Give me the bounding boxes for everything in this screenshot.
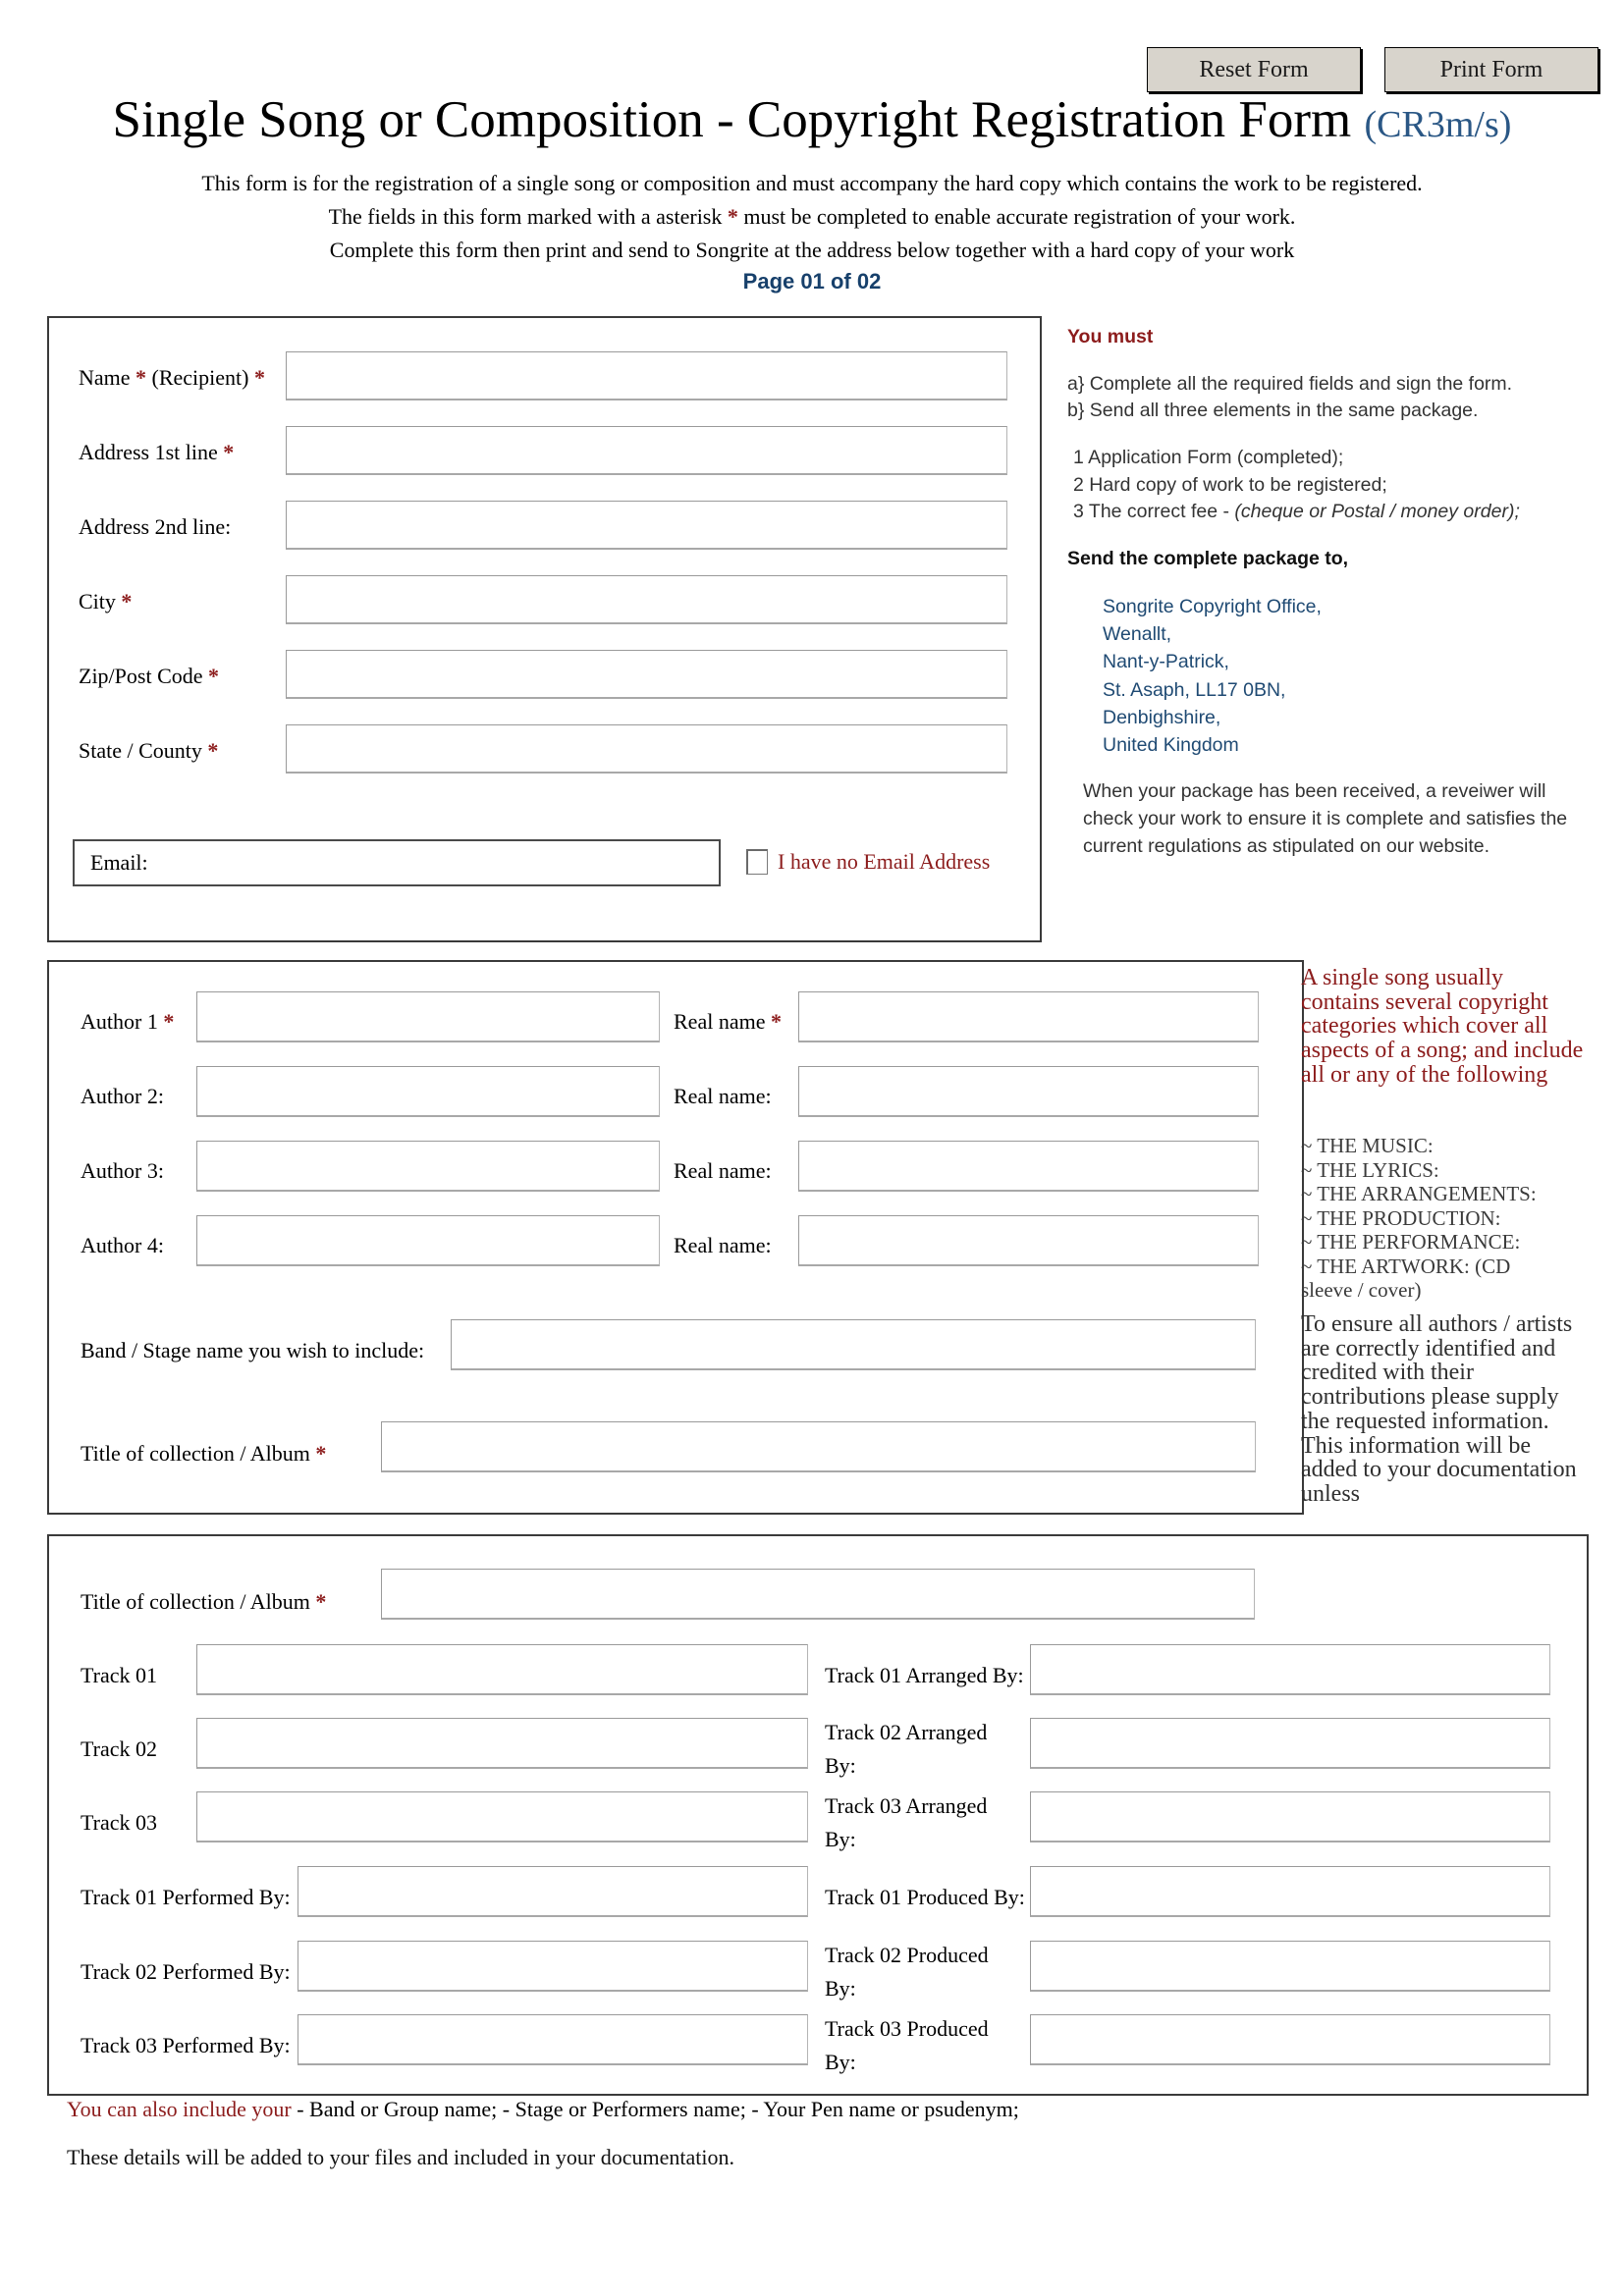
label-state-county (79, 738, 218, 764)
email-field-wrapper[interactable] (73, 839, 721, 886)
label-city-text: City (79, 589, 116, 614)
real-name-2-input[interactable] (798, 1066, 1259, 1117)
label-track-02-arranged-by: Track 02 Arranged By: (825, 1720, 988, 1779)
instructions-item-a: a} Complete all the required fields and sign the form. (1067, 372, 1513, 395)
real-name-1-input[interactable] (798, 991, 1259, 1042)
track-01-input[interactable] (196, 1644, 808, 1695)
label-address-line-1-text: Address 1st line (79, 440, 218, 464)
label-real-name-4: Real name: (674, 1233, 772, 1257)
author-1-input[interactable] (196, 991, 660, 1042)
instructions-item-1: 1 Application Form (completed); (1073, 447, 1344, 469)
required-asterisk-icon: * (135, 365, 147, 390)
reset-form-button[interactable]: Reset Form (1147, 47, 1361, 92)
required-asterisk-icon: * (207, 738, 219, 763)
label-track-02: Track 02 (81, 1736, 158, 1761)
no-email-checkbox[interactable] (746, 849, 768, 875)
print-form-button[interactable]: Print Form (1384, 47, 1598, 92)
spacer (1067, 759, 1583, 778)
track-01-arranged-by-input[interactable] (1030, 1644, 1550, 1695)
asterisk-icon: * (727, 204, 738, 230)
page-title (0, 93, 1624, 148)
intro-line-3: Complete this form then print and send to Songrite at the address below together with a hard copy of your work (329, 238, 1295, 263)
instructions-item-3-emphasis: (cheque or Postal / money order); (1234, 501, 1520, 523)
required-asterisk-icon: * (121, 589, 133, 614)
label-collection-title-tracks-text: Title of collection / Album (81, 1589, 310, 1614)
instructions-heading: You must (1067, 326, 1154, 347)
address-line: United Kingdom (1103, 734, 1239, 757)
label-track-03-arranged-by: Track 03 Arranged By: (825, 1793, 988, 1852)
spacer (1067, 351, 1583, 371)
footer-note-1-rest: - Band or Group name; - Stage or Performers name; - Your Pen name or psudenym; (297, 2097, 1019, 2121)
label-author-1 (81, 1009, 174, 1035)
label-city (79, 589, 132, 614)
label-address-line-2 (79, 514, 231, 540)
real-name-4-input[interactable] (798, 1215, 1259, 1266)
copyright-categories-list (1301, 1134, 1586, 1303)
label-track-02-performed-by: Track 02 Performed By: (81, 1959, 291, 1984)
label-track-01-arranged-by: Track 01 Arranged By: (825, 1663, 1024, 1687)
address-line-1-input[interactable] (286, 426, 1007, 475)
intro-line-2a: The fields in this form marked with a asterisk (328, 204, 723, 230)
label-track-01-performed-by: Track 01 Performed By: (81, 1885, 291, 1909)
category-item: ~ THE ARTWORK: (CD (1301, 1254, 1511, 1278)
label-zip-post-code-text: Zip/Post Code (79, 664, 203, 688)
band-stage-name-input[interactable] (451, 1319, 1256, 1370)
form-intro (0, 167, 1624, 267)
label-real-name-1 (674, 1009, 782, 1035)
label-real-name-3: Real name: (674, 1158, 772, 1183)
instructions-item-3-text: 3 The correct fee - (1073, 501, 1235, 523)
collection-title-tracks-input[interactable] (381, 1569, 1255, 1620)
track-02-produced-by-input[interactable] (1030, 1941, 1550, 1992)
track-03-produced-by-input[interactable] (1030, 2014, 1550, 2065)
label-track-02-produced-by: Track 02 Produced By: (825, 1943, 989, 2002)
category-item: sleeve / cover) (1301, 1278, 1422, 1303)
label-address-line-2-text: Address 2nd line: (79, 514, 232, 539)
address-line: Wenallt, (1103, 623, 1172, 646)
label-track-03-performed-by: Track 03 Performed By: (81, 2033, 291, 2057)
footer-note-2: These details will be added to your files and included in your documentation. (67, 2145, 734, 2169)
label-track-01: Track 01 (81, 1663, 158, 1687)
label-collection-title-authors-text: Title of collection / Album (81, 1441, 310, 1466)
address-line: Nant-y-Patrick, (1103, 651, 1229, 673)
label-author-2: Author 2: (81, 1084, 164, 1108)
send-package-heading: Send the complete package to, (1067, 548, 1349, 570)
required-asterisk-icon: * (223, 440, 235, 464)
author-4-input[interactable] (196, 1215, 660, 1266)
instructions-item-2: 2 Hard copy of work to be registered; (1073, 473, 1387, 496)
address-line: St. Asaph, LL17 0BN, (1103, 678, 1286, 701)
footer-note-1 (67, 2097, 1019, 2122)
label-name (79, 365, 265, 391)
category-item: ~ THE ARRANGEMENTS: (1301, 1182, 1537, 1206)
intro-line-2b: must be completed to enable accurate registration of your work. (743, 204, 1296, 230)
collection-title-authors-input[interactable] (381, 1421, 1256, 1472)
address-line: Denbighshire, (1103, 706, 1221, 728)
footer-note-1-lead: You can also include your (67, 2097, 292, 2121)
label-email: Email: (90, 850, 148, 875)
label-author-1-text: Author 1 (81, 1009, 158, 1034)
label-zip-post-code (79, 664, 219, 689)
required-asterisk-icon: * (254, 365, 265, 390)
city-input[interactable] (286, 575, 1007, 624)
form-action-bar (0, 47, 1624, 92)
email-input[interactable] (154, 840, 719, 885)
required-asterisk-icon: * (315, 1441, 327, 1466)
label-real-name-1-text: Real name (674, 1009, 766, 1034)
label-collection-title-authors (81, 1441, 326, 1467)
label-state-county-text: State / County (79, 738, 202, 763)
category-item: ~ THE PERFORMANCE: (1301, 1230, 1521, 1255)
label-real-name-2: Real name: (674, 1084, 772, 1108)
intro-line-1: This form is for the registration of a single song or composition and must accompany the hard copy which contains the work to be registered. (201, 171, 1423, 195)
required-asterisk-icon: * (770, 1009, 782, 1034)
track-02-input[interactable] (196, 1718, 808, 1769)
label-band-stage-name: Band / Stage name you wish to include: (81, 1338, 425, 1362)
track-03-input[interactable] (196, 1791, 808, 1842)
authors-credit-note: To ensure all authors / artists are correctly identified and credited with their contributions please supply the requested information. This information will be added to your documentation unless (1301, 1311, 1577, 1508)
label-track-03: Track 03 (81, 1810, 158, 1835)
intro-line-2 (0, 200, 1624, 234)
required-asterisk-icon: * (208, 664, 220, 688)
required-asterisk-icon: * (315, 1589, 327, 1614)
zip-post-code-input[interactable] (286, 650, 1007, 699)
label-name-text: Name (79, 365, 131, 390)
track-03-arranged-by-input[interactable] (1030, 1791, 1550, 1842)
track-02-arranged-by-input[interactable] (1030, 1718, 1550, 1769)
page-title-text: Single Song or Composition - Copyright Registration Form (112, 91, 1352, 148)
label-address-line-1 (79, 440, 234, 465)
address-line: Songrite Copyright Office, (1103, 595, 1322, 617)
track-03-performed-by-input[interactable] (298, 2014, 808, 2065)
name-input[interactable] (286, 351, 1007, 400)
instructions-item-3 (1073, 499, 1583, 526)
spacer (1067, 573, 1583, 593)
label-track-03-produced-by: Track 03 Produced By: (825, 2016, 989, 2075)
category-item: ~ THE PRODUCTION: (1301, 1205, 1501, 1230)
label-collection-title-tracks (81, 1589, 326, 1615)
track-01-produced-by-input[interactable] (1030, 1866, 1550, 1917)
no-email-label: I have no Email Address (778, 849, 991, 874)
author-3-input[interactable] (196, 1141, 660, 1192)
real-name-3-input[interactable] (798, 1141, 1259, 1192)
form-code: (CR3m/s) (1364, 104, 1512, 145)
author-2-input[interactable] (196, 1066, 660, 1117)
label-name-suffix: (Recipient) (151, 365, 249, 390)
label-author-4: Author 4: (81, 1233, 164, 1257)
instructions-item-b: b} Send all three elements in the same package. (1067, 400, 1479, 422)
state-county-input[interactable] (286, 724, 1007, 774)
address-line-2-input[interactable] (286, 501, 1007, 550)
office-address (1103, 593, 1583, 760)
label-track-01-produced-by: Track 01 Produced By: (825, 1885, 1025, 1909)
track-01-performed-by-input[interactable] (298, 1866, 808, 1917)
label-author-3: Author 3: (81, 1158, 164, 1183)
spacer (1067, 526, 1583, 546)
required-asterisk-icon: * (163, 1009, 175, 1034)
no-email-checkbox-group[interactable] (746, 849, 990, 875)
page-indicator: Page 01 of 02 (742, 269, 882, 294)
instructions-panel (1067, 324, 1583, 860)
copyright-categories-note: A single song usually contains several copyright categories which cover all aspects of a song; and include all or any of the following (1301, 965, 1584, 1088)
review-note: When your package has been received, a reveiwer will check your work to ensure it is complete and satisfies the current regulations as stipulated on our website. (1083, 780, 1568, 857)
spacer (1067, 425, 1583, 445)
category-item: ~ THE MUSIC: (1301, 1134, 1434, 1157)
track-02-performed-by-input[interactable] (298, 1941, 808, 1992)
category-item: ~ THE LYRICS: (1301, 1157, 1439, 1182)
